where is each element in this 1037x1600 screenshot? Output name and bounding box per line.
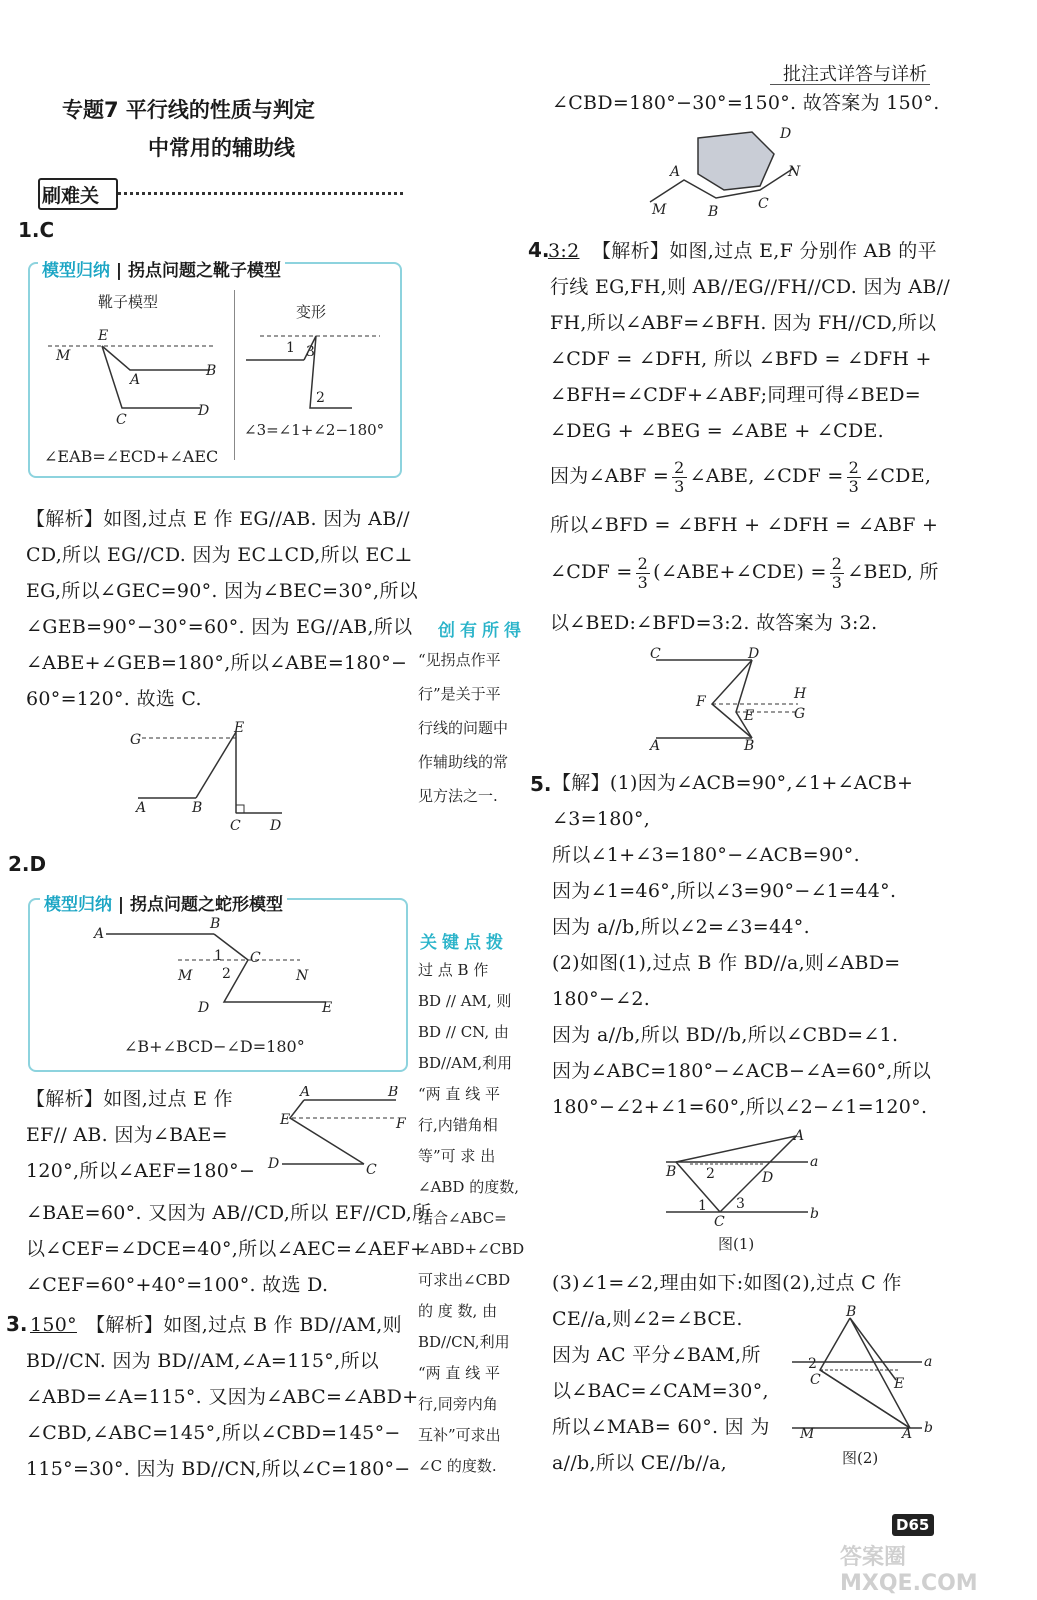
side-note-2-l1: 过 点 B 作 — [418, 961, 489, 979]
q4-answer: 3:2 — [548, 240, 580, 262]
q2-answer: 2.D — [8, 852, 47, 876]
q4-end: 以∠BED:∠BFD=3:2. 故答案为 3:2. — [550, 612, 878, 634]
q4-number: 4. — [528, 238, 550, 262]
q1-line-3: EG,所以∠GEC=90°. 因为∠BEC=30°,所以 — [26, 580, 418, 602]
snake-model-diagram — [90, 916, 350, 1020]
svg-text:C: C — [810, 1372, 821, 1388]
fraction-2-3: $\frac{2}{3}$ — [674, 457, 685, 496]
model-box-1-title: 模型归纳 | 拐点问题之靴子模型 — [38, 256, 285, 281]
q4-line-5: ∠BFH=∠CDF+∠ABF;同理可得∠BED= — [550, 384, 921, 406]
svg-text:F: F — [696, 694, 706, 710]
svg-text:A: A — [94, 926, 105, 942]
side-note-2-l14: “两 直 线 平 — [418, 1364, 500, 1382]
model-box-2-title: 模型归纳 | 拐点问题之蛇形模型 — [40, 890, 287, 915]
svg-text:C: C — [714, 1214, 725, 1230]
box2-formula: ∠B+∠BCD−∠D=180° — [124, 1037, 305, 1056]
q5-intro: 【解】(1)因为∠ACB=90°,∠1+∠ACB+ — [552, 772, 914, 794]
running-header: 批注式详答与详析 — [783, 64, 927, 85]
q5-line-4: 因为 a//b,所以∠2=∠3=44°. — [552, 916, 810, 938]
q2-line-f: ∠CEF=60°+40°=100°. 故选 D. — [26, 1274, 329, 1296]
side-note-2-l17: ∠C 的度数. — [418, 1457, 497, 1475]
svg-text:2: 2 — [222, 966, 231, 982]
side-note-2-l2: BD // AM, 则 — [418, 992, 512, 1010]
header-rule — [770, 84, 930, 85]
q3-line-5: 115°=30°. 因为 BD//CN,所以∠C=180°− — [26, 1458, 411, 1480]
side-note-2-l5: “两 直 线 平 — [418, 1085, 500, 1103]
boot-variant-diagram — [240, 326, 390, 418]
q4-figure — [640, 646, 820, 756]
svg-text:B: B — [192, 800, 203, 816]
q3-line-4: ∠CBD,∠ABC=145°,所以∠CBD=145°− — [26, 1422, 401, 1444]
svg-text:B: B — [666, 1164, 677, 1180]
q5-part3-l2: 因为 AC 平分∠BAM,所 — [552, 1344, 761, 1366]
box1-divider — [234, 290, 235, 460]
fraction-2-3: $\frac{2}{3}$ — [848, 457, 860, 496]
svg-text:D: D — [198, 403, 210, 419]
box1-formula-left: ∠EAB=∠ECD+∠AEC — [44, 447, 219, 466]
svg-text:B: B — [206, 363, 217, 379]
q1-line-6: 60°=120°. 故选 C. — [26, 688, 202, 710]
svg-text:M: M — [56, 348, 71, 364]
q5-part3-l3: 以∠BAC=∠CAM=30°, — [552, 1380, 769, 1402]
q5-part3: (3)∠1=∠2,理由如下:如图(2),过点 C 作 — [552, 1272, 902, 1294]
svg-text:D: D — [268, 1156, 280, 1172]
side-note-2-l9: 结合∠ABC= — [418, 1209, 507, 1227]
svg-text:D: D — [762, 1170, 774, 1186]
side-note-2-l7: 等”可 求 出 — [418, 1147, 496, 1165]
svg-text:A: A — [670, 164, 681, 180]
svg-text:C: C — [366, 1162, 377, 1178]
q2-line-d: ∠BAE=60°. 又因为 AB//CD,所以 EF//CD,所 — [26, 1202, 432, 1224]
svg-text:B: B — [388, 1086, 399, 1100]
side-note-1-l4: 作辅助线的常 — [418, 753, 509, 771]
q1-line-2: CD,所以 EG//CD. 因为 EC⊥CD,所以 EC⊥ — [26, 544, 413, 566]
svg-text:b: b — [810, 1206, 819, 1222]
box1-right-label: 变形 — [296, 303, 327, 321]
q5-number: 5. — [530, 772, 552, 796]
q1-figure — [124, 718, 294, 838]
svg-text:A: A — [136, 800, 147, 816]
svg-text:2: 2 — [706, 1166, 715, 1182]
side-note-2-l15: 行,同旁内角 — [418, 1395, 498, 1413]
q5-figure-2 — [788, 1304, 938, 1440]
side-note-2-l16: 互补”可求出 — [418, 1426, 501, 1444]
svg-text:C: C — [650, 646, 661, 662]
svg-text:1: 1 — [698, 1198, 707, 1214]
side-note-2-l12: 的 度 数, 由 — [418, 1302, 498, 1320]
q5-line-1: ∠3=180°, — [552, 808, 651, 830]
svg-text:A: A — [300, 1086, 311, 1100]
side-note-2-l13: BD//CN,利用 — [418, 1333, 510, 1351]
svg-text:G: G — [794, 706, 806, 722]
svg-text:B: B — [708, 204, 719, 220]
q4-line-2: 行线 EG,FH,则 AB//EG//FH//CD. 因为 AB// — [550, 276, 951, 298]
svg-text:A: A — [650, 738, 661, 754]
q2-line-e: 以∠CEF=∠DCE=40°,所以∠AEC=∠AEF+ — [26, 1238, 427, 1260]
section-dots — [118, 192, 403, 195]
q4-frac-line-2: 所以∠BFD = ∠BFH + ∠DFH = ∠ABF + — [550, 514, 939, 536]
side-note-2-l4: BD//AM,利用 — [418, 1054, 513, 1072]
q3-line-1: 【解析】如图,过点 B 作 BD//AM,则 — [86, 1314, 402, 1336]
side-note-1-l2: 行”是关于平 — [418, 685, 501, 703]
fraction-2-3: $\frac{2}{3}$ — [831, 553, 843, 592]
svg-text:1: 1 — [214, 948, 223, 964]
q5-part3-l1: CE//a,则∠2=∠BCE. — [552, 1308, 743, 1330]
q2-line-a: 【解析】如图,过点 E 作 — [26, 1088, 233, 1110]
svg-text:B: B — [210, 916, 221, 932]
svg-text:C: C — [116, 412, 127, 428]
q5-line-3: 因为∠1=46°,所以∠3=90°−∠1=44°. — [552, 880, 897, 902]
svg-text:D: D — [780, 126, 792, 142]
svg-text:C: C — [230, 818, 241, 834]
svg-text:E: E — [280, 1112, 291, 1128]
svg-text:E: E — [322, 1000, 333, 1016]
side-note-1-l5: 见方法之一. — [418, 787, 498, 805]
watermark: 答案圈 MXQE.COM — [840, 1545, 978, 1596]
svg-text:C: C — [758, 196, 769, 212]
svg-text:E: E — [98, 328, 109, 344]
side-note-2-l6: 行,内错角相 — [418, 1116, 498, 1134]
svg-text:G: G — [130, 732, 142, 748]
q4-line-1: 【解析】如图,过点 E,F 分别作 AB 的平 — [592, 240, 937, 262]
q1-line-1: 【解析】如图,过点 E 作 EG//AB. 因为 AB// — [26, 508, 410, 530]
svg-text:M: M — [178, 968, 193, 984]
svg-text:M: M — [652, 202, 667, 218]
svg-text:2: 2 — [808, 1356, 817, 1372]
svg-text:3: 3 — [736, 1196, 745, 1212]
svg-text:A: A — [902, 1426, 913, 1440]
side-note-1-l3: 行线的问题中 — [418, 719, 509, 737]
svg-text:F: F — [396, 1116, 406, 1132]
q5-line-5: (2)如图(1),过点 B 作 BD//a,则∠ABD= — [552, 952, 901, 974]
svg-text:A: A — [794, 1128, 805, 1144]
q5-line-9: 180°−∠2+∠1=60°,所以∠2−∠1=120°. — [552, 1096, 928, 1118]
q3-figure — [640, 124, 810, 220]
box1-left-label: 靴子模型 — [98, 293, 159, 311]
q5-line-8: 因为∠ABC=180°−∠ACB−∠A=60°,所以 — [552, 1060, 932, 1082]
q5-part3-l5: a//b,所以 CE//b//a, — [552, 1452, 728, 1474]
svg-text:H: H — [794, 686, 807, 702]
svg-text:D: D — [748, 646, 760, 662]
fig2-caption: 图(2) — [842, 1449, 879, 1467]
q4-frac-line-3: ∠CDF = $\frac{2}{3}$ (∠ABE+∠CDE) = $\frac{2}{3}$ ∠BED, 所 — [550, 553, 939, 592]
q5-line-6: 180°−∠2. — [552, 988, 651, 1010]
q3-answer: 150° — [30, 1314, 77, 1336]
q5-line-2: 所以∠1+∠3=180°−∠ACB=90°. — [552, 844, 860, 866]
section-label: 刷难关 — [42, 185, 100, 207]
side-note-2-l11: 可求出∠CBD — [418, 1271, 511, 1289]
side-note-2-head: 关键点拨 — [420, 933, 508, 953]
q3-continued-line: ∠CBD=180°−30°=150°. 故答案为 150°. — [552, 92, 940, 114]
q5-part3-l4: 所以∠MAB= 60°. 因 为 — [552, 1416, 770, 1438]
svg-text:E: E — [894, 1376, 905, 1392]
svg-text:D: D — [198, 1000, 210, 1016]
q4-line-4: ∠CDF = ∠DFH, 所以 ∠BFD = ∠DFH + — [550, 348, 932, 370]
side-note-2-l3: BD // CN, 由 — [418, 1023, 509, 1041]
box1-formula-right: ∠3=∠1+∠2−180° — [244, 421, 385, 439]
side-note-1-head: 创有所得 — [438, 621, 526, 641]
svg-text:a: a — [924, 1354, 933, 1370]
q1-answer: 1.C — [18, 218, 55, 242]
page-number: D65 — [896, 1516, 930, 1534]
boot-model-diagram — [40, 318, 230, 438]
fraction-2-3: $\frac{2}{3}$ — [637, 553, 649, 592]
side-note-1-l1: “见拐点作平 — [418, 651, 501, 669]
q4-line-3: FH,所以∠ABF=∠BFH. 因为 FH//CD,所以 — [550, 312, 937, 334]
svg-text:a: a — [810, 1154, 819, 1170]
q2-line-c: 120°,所以∠AEF=180°− — [26, 1160, 256, 1182]
fig1-caption: 图(1) — [718, 1235, 755, 1253]
topic-subtitle: 中常用的辅助线 — [148, 136, 295, 160]
svg-text:2: 2 — [316, 390, 325, 406]
side-note-2-l8: ∠ABD 的度数, — [418, 1178, 519, 1196]
q3-line-2: BD//CN. 因为 BD//AM,∠A=115°,所以 — [26, 1350, 380, 1372]
q2-figure — [264, 1086, 414, 1182]
q4-frac-line-1: 因为∠ABF = $\frac{2}{3}$ ∠ABE, ∠CDF = $\frac{2}{3}$ ∠CDE, — [550, 457, 932, 496]
q3-line-3: ∠ABD=∠A=115°. 又因为∠ABC=∠ABD+ — [26, 1386, 419, 1408]
svg-text:N: N — [788, 164, 801, 180]
q1-line-4: ∠GEB=90°−30°=60°. 因为 EG//AB,所以 — [26, 616, 413, 638]
svg-text:E: E — [234, 720, 245, 736]
q4-line-6: ∠DEG + ∠BEG = ∠ABE + ∠CDE. — [550, 420, 885, 442]
q2-line-b: EF// AB. 因为∠BAE= — [26, 1124, 228, 1146]
svg-text:M: M — [800, 1426, 815, 1440]
q1-line-5: ∠ABE+∠GEB=180°,所以∠ABE=180°− — [26, 652, 408, 674]
q5-line-7: 因为 a//b,所以 BD//b,所以∠CBD=∠1. — [552, 1024, 899, 1046]
q3-number: 3. — [6, 1312, 28, 1336]
svg-text:B: B — [744, 738, 755, 754]
svg-text:E: E — [744, 708, 755, 724]
svg-text:b: b — [924, 1420, 933, 1436]
svg-text:D: D — [270, 818, 282, 834]
topic-title: 专题7 平行线的性质与判定 — [62, 98, 315, 122]
svg-text:C: C — [250, 950, 261, 966]
svg-text:1: 1 — [286, 340, 295, 356]
side-note-2-l10: ∠ABD+∠CBD — [418, 1240, 525, 1258]
q5-figure-1 — [660, 1126, 830, 1234]
svg-text:3: 3 — [306, 344, 315, 360]
svg-text:B: B — [846, 1304, 857, 1320]
svg-text:N: N — [296, 968, 309, 984]
svg-text:A: A — [130, 372, 141, 388]
